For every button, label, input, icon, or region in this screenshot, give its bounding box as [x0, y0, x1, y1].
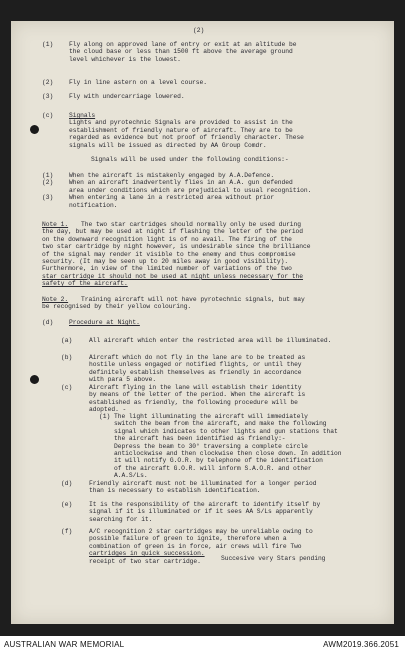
section-text: Lights and pyrotechnic Signals are provided to assist in the — [69, 119, 293, 127]
page-number: (2) — [193, 27, 205, 34]
subitem-text: It is the responsibility of the aircraft to identify itself by — [89, 501, 321, 508]
note-text: The two star cartridges should normally only be used during — [81, 221, 301, 228]
item-text: Fly in line astern on a level course. — [69, 79, 207, 86]
condition-text: When the aircraft is mistakenly engaged by A.A.Defence. — [69, 172, 275, 179]
subitem-number: (c) — [61, 384, 73, 391]
subitem-text: cartridges in quick succession. — [89, 550, 205, 558]
sub-sub-text: of the aircraft G.O.R. will inform S.A.O.R. and other — [114, 464, 312, 472]
subitem-number: (e) — [61, 501, 73, 508]
subitem-text: Aircraft which do not fly in the lane are to be treated as — [89, 354, 306, 361]
section-heading: Procedure at Night. — [69, 319, 140, 326]
item-number: (3) — [42, 93, 54, 100]
note-label: Note 2. — [42, 296, 69, 303]
item-text: Fly with undercarriage lowered. — [69, 93, 185, 100]
subitem-text: established as friendly, the following procedure will be — [89, 398, 298, 406]
subitem-number: (f) — [61, 528, 73, 535]
subitem-text: Aircraft flying in the lane will establish their identity — [89, 384, 302, 391]
sub-sub-text: The light illuminating the aircraft will immediately — [114, 413, 308, 420]
note-text: security. (It may be seen up to 20 miles away in good visibility). — [42, 258, 289, 265]
note-text: Furthermore, in view of the limited number of variations of the two — [42, 265, 292, 273]
subitem-text: searching for it. — [89, 515, 153, 523]
item-text: the cloud base or less than 1500 ft above the average ground — [69, 48, 293, 56]
condition-text: notification. — [69, 201, 118, 209]
item-text: level whichever is the lowest. — [69, 55, 181, 63]
item-text: Fly along on approved lane of entry or exit at an altitude be — [69, 41, 297, 48]
footer-institution: AUSTRALIAN WAR MEMORIAL — [4, 640, 125, 649]
conditions-intro: Signals will be used under the following conditions:- — [91, 156, 289, 163]
subitem-text: Succesive very Stars pending — [221, 555, 326, 563]
sub-sub-text: the aircraft has been identified as friendly:- — [114, 435, 286, 443]
section-text: signals will be issued as directed by AA Group Comdr. — [69, 141, 267, 149]
item-number: (2) — [42, 79, 54, 86]
note-text: Training aircraft will not have pyrotechnic signals, but may — [81, 296, 305, 303]
note-text: be recognised by their yellow colouring. — [42, 303, 192, 311]
subitem-text: receipt of two star cartridge. — [89, 557, 201, 565]
section-number: (d) — [42, 319, 54, 326]
condition-number: (1) — [42, 172, 54, 179]
item-number: (1) — [42, 41, 54, 48]
section-text: establishment of friendly nature of aircraft. They are to be — [69, 126, 293, 134]
footer-accession-number: AWM2019.366.2051 — [323, 640, 399, 649]
subitem-text: than is necessary to establish identification. — [89, 487, 261, 495]
subitem-text: A/C recognition 2 star cartridges may be unreliable owing to — [89, 528, 313, 535]
subitem-text: signal if it is illuminated or if it sees AA S/Ls apparently — [89, 508, 313, 516]
note-text: two star cartridge by night however, is undesirable since the brilliance — [42, 243, 311, 251]
note-label: Note 1. — [42, 221, 69, 228]
sub-sub-text: signal which indicates to other lights and gun stations that — [114, 427, 338, 435]
footer-bar — [0, 636, 405, 653]
subitem-text: hostile unless engaged or notified flights, or until they — [89, 361, 302, 369]
condition-number: (2) — [42, 179, 54, 187]
sub-sub-text: anticlockwise and then clockwise then close down. In addition — [114, 450, 342, 457]
subitem-text: combination of green is in force, air crews will fire Two — [89, 542, 302, 550]
subitem-text: adopted. - — [89, 406, 127, 414]
condition-text: area under conditions which are prejudicial to usual recognition. — [69, 186, 312, 194]
note-text: safety of the aircraft. — [42, 280, 128, 288]
subitem-text: with para 5 above. — [89, 376, 157, 384]
section-number: (c) — [42, 112, 54, 119]
sub-sub-text: switch the beam from the aircraft, and make the following — [114, 420, 327, 428]
sub-sub-text: A.A.S/Ls. — [114, 472, 148, 480]
document-page — [11, 21, 394, 624]
note-text: of the signal may render it visible to the enemy and thus compromise — [42, 250, 296, 258]
sub-sub-number: (1) — [99, 413, 111, 420]
condition-text: When entering a lane in a restricted area without prior — [69, 194, 275, 202]
subitem-text: Friendly aircraft must not be illuminated for a longer period — [89, 480, 317, 487]
section-text: regarded as evidence but not proof of friendly character. These — [69, 134, 304, 142]
subitem-text: by means of the letter of the period. When the aircraft is — [89, 391, 306, 399]
subitem-number: (b) — [61, 354, 73, 361]
subitem-text: possible failure of green to ignite, therefore when a — [89, 535, 287, 543]
subitem-number: (a) — [61, 337, 73, 344]
note-text: on the downward recognition light is of no avail. The firing of the — [42, 235, 292, 243]
subitem-text: All aircraft which enter the restricted area will be illuminated. — [89, 337, 332, 344]
document-text — [11, 21, 394, 624]
section-heading: Signals — [69, 112, 96, 119]
condition-number: (3) — [42, 194, 54, 202]
subitem-text: definitely establish themselves as friendly in accordance — [89, 368, 302, 376]
sub-sub-text: Depress the beam to 30° traversing a complete circle — [114, 442, 308, 450]
subitem-number: (d) — [61, 480, 73, 487]
condition-text: When an aircraft inadvertently flies in an A.A. gun defended — [69, 179, 293, 187]
note-text: the day, but may be used at night if flashing the letter of the period — [42, 228, 304, 236]
note-text: star cartridge it should not be used at night unless necessary for the — [42, 272, 304, 280]
sub-sub-text: it will notify G.O.R. by telephone of the identification — [114, 457, 323, 465]
